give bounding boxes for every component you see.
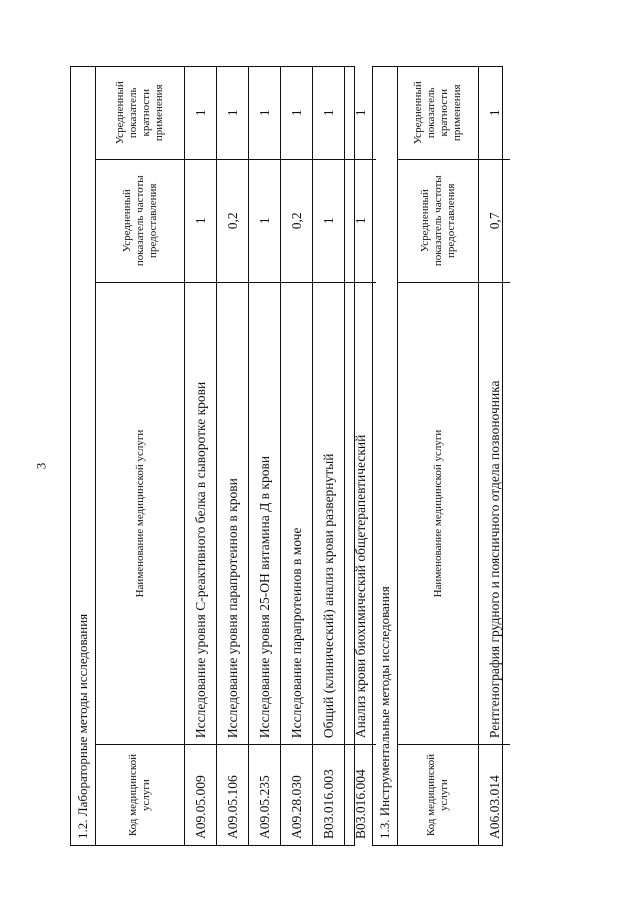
table-header-row (398, 67, 479, 845)
header-name: Наименование медицинской услуги (96, 282, 185, 744)
multiplicity-value: 1 (249, 67, 281, 159)
service-code: B03.016.003 (313, 745, 345, 845)
frequency-value: 1 (185, 159, 217, 282)
header-multiplicity: Усредненный показатель кратности применения (398, 67, 479, 159)
service-name: Исследование парапротеинов в моче (281, 282, 313, 744)
table-row (313, 67, 345, 845)
table-row (217, 67, 249, 845)
header-frequency: Усредненный показатель частоты предоставления (96, 159, 185, 282)
service-name: Общий (клинический) анализ крови развернутый (313, 282, 345, 744)
instrumental-table (398, 67, 510, 845)
header-multiplicity: Усредненный показатель кратности применения (96, 67, 185, 159)
service-name: Исследование уровня 25-ОН витамина Д в крови (249, 282, 281, 744)
table-row (281, 67, 313, 845)
header-name: Наименование медицинской услуги (398, 282, 479, 744)
service-code: A09.05.235 (249, 745, 281, 845)
instrumental-methods-section (372, 66, 503, 846)
frequency-value: 1 (249, 159, 281, 282)
frequency-value: 0,2 (281, 159, 313, 282)
multiplicity-value: 1 (281, 67, 313, 159)
header-frequency: Усредненный показатель частоты предоставления (398, 159, 479, 282)
service-code: B03.016.004 (345, 745, 377, 845)
multiplicity-value: 1 (479, 67, 511, 159)
table-header-row (96, 67, 185, 845)
laboratory-table (96, 67, 376, 845)
service-name: Анализ крови биохимический общетерапевтический (345, 282, 377, 744)
service-code: A06.03.014 (479, 745, 511, 845)
page-number: 3 (33, 462, 49, 470)
service-name: Рентгенография грудного и поясничного отдела позвоночника (479, 282, 511, 744)
frequency-value: 0,2 (217, 159, 249, 282)
service-code: A09.28.030 (281, 745, 313, 845)
table-row (479, 67, 511, 845)
frequency-value: 1 (313, 159, 345, 282)
multiplicity-value: 1 (313, 67, 345, 159)
header-code: Код медицинской услуги (96, 745, 185, 845)
section-title: 1.3. Инструментальные методы исследования (373, 67, 398, 845)
section-title: 1.2. Лабораторные методы исследования (71, 67, 96, 845)
service-code: A09.05.009 (185, 745, 217, 845)
header-code: Код медицинской услуги (398, 745, 479, 845)
service-name: Исследование уровня парапротеинов в крови (217, 282, 249, 744)
frequency-value: 0,7 (479, 159, 511, 282)
laboratory-methods-section (70, 66, 368, 846)
frequency-value: 1 (345, 159, 377, 282)
service-name: Исследование уровня С-реактивного белка в сыворотке крови (185, 282, 217, 744)
multiplicity-value: 1 (345, 67, 377, 159)
table-row (185, 67, 217, 845)
multiplicity-value: 1 (217, 67, 249, 159)
multiplicity-value: 1 (185, 67, 217, 159)
table-row (249, 67, 281, 845)
service-code: A09.05.106 (217, 745, 249, 845)
